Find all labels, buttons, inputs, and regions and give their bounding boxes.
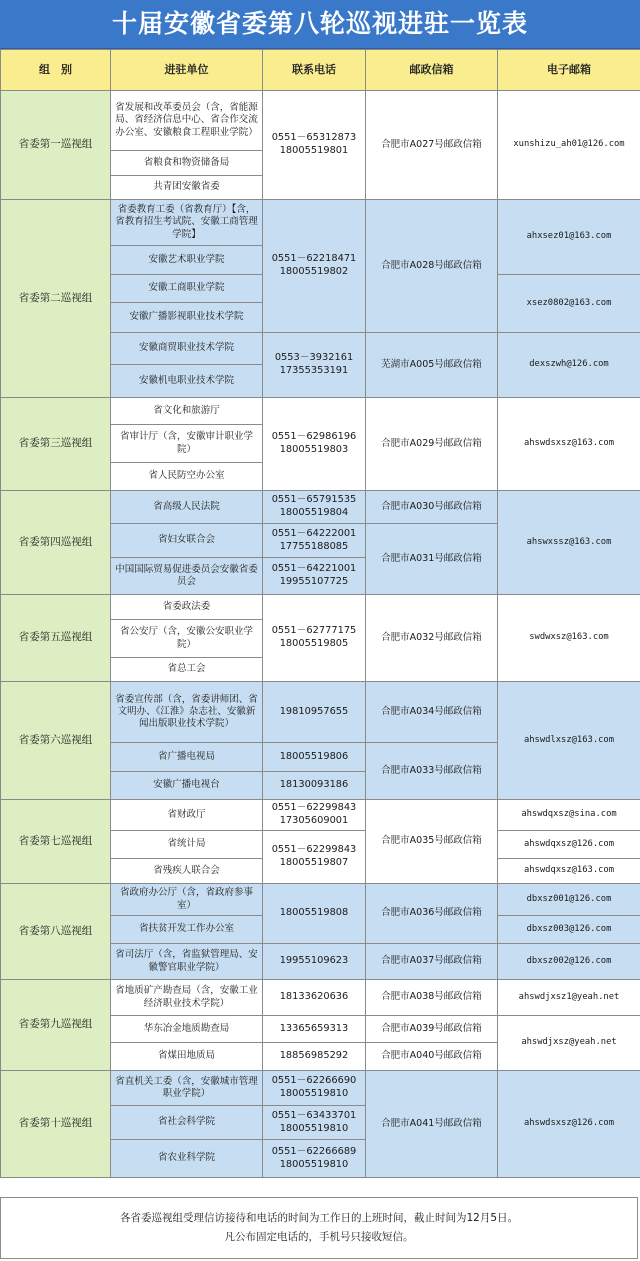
unit-cell: 省司法厅（含，省监狱管理局、安徽警官职业学院） bbox=[111, 944, 263, 980]
email-cell: ahswxssz@163.com bbox=[498, 491, 640, 595]
group-name: 省委第九巡视组 bbox=[1, 980, 111, 1071]
unit-cell: 省统计局 bbox=[111, 831, 263, 859]
unit-cell: 省人民防空办公室 bbox=[111, 463, 263, 491]
group-name: 省委第八巡视组 bbox=[1, 884, 111, 980]
unit-cell: 省委政法委 bbox=[111, 595, 263, 620]
table-row bbox=[1, 1071, 640, 1106]
postal-cell: 合肥市A032号邮政信箱 bbox=[366, 595, 498, 682]
unit-cell: 华东冶金地质勘查局 bbox=[111, 1016, 263, 1043]
unit-cell: 省委宣传部（含，省委讲师团、省文明办、《江淮》杂志社、安徽新闻出版职业技术学院） bbox=[111, 682, 263, 743]
phone-cell: 0551－65312873 18005519801 bbox=[263, 91, 366, 200]
phone-cell: 0551－62986196 18005519803 bbox=[263, 398, 366, 491]
header-phone: 联系电话 bbox=[263, 50, 366, 91]
table-row bbox=[1, 491, 640, 524]
phone-cell: 0551－65791535 18005519804 bbox=[263, 491, 366, 524]
postal-cell: 合肥市A034号邮政信箱 bbox=[366, 682, 498, 743]
group-name: 省委第三巡视组 bbox=[1, 398, 111, 491]
footer-line-1: 各省委巡视组受理信访接待和电话的时间为工作日的上班时间，截止时间为12月5日。 bbox=[119, 1212, 519, 1224]
unit-cell: 省发展和改革委员会（含，省能源局、省经济信息中心、省合作交流办公室、安徽粮食工程职业学院） bbox=[111, 91, 263, 151]
unit-cell: 安徽机电职业技术学院 bbox=[111, 365, 263, 398]
phone-cell: 0551－64222001 17755188085 bbox=[263, 524, 366, 558]
unit-cell: 省财政厅 bbox=[111, 800, 263, 831]
unit-cell: 安徽广播电视台 bbox=[111, 772, 263, 800]
unit-cell: 安徽艺术职业学院 bbox=[111, 246, 263, 275]
page-title: 十届安徽省委第八轮巡视进驻一览表 bbox=[0, 0, 640, 49]
unit-cell: 安徽广播影视职业技术学院 bbox=[111, 303, 263, 333]
email-cell: ahswdjxsz@yeah.net bbox=[498, 1016, 640, 1071]
unit-cell: 省扶贫开发工作办公室 bbox=[111, 916, 263, 944]
group-name: 省委第十巡视组 bbox=[1, 1071, 111, 1178]
postal-cell: 合肥市A038号邮政信箱 bbox=[366, 980, 498, 1016]
phone-cell: 0551－62777175 18005519805 bbox=[263, 595, 366, 682]
unit-cell: 安徽商贸职业技术学院 bbox=[111, 333, 263, 365]
unit-cell: 省直机关工委（含，安徽城市管理职业学院） bbox=[111, 1071, 263, 1106]
header-email: 电子邮箱 bbox=[498, 50, 640, 91]
unit-cell: 省地质矿产勘查局（含，安徽工业经济职业技术学院） bbox=[111, 980, 263, 1016]
email-cell: ahswdqxsz@163.com bbox=[498, 859, 640, 884]
email-cell: ahswdjxsz1@yeah.net bbox=[498, 980, 640, 1016]
unit-cell: 省妇女联合会 bbox=[111, 524, 263, 558]
unit-cell: 省粮食和物资储备局 bbox=[111, 151, 263, 176]
unit-cell: 省煤田地质局 bbox=[111, 1043, 263, 1071]
email-cell: ahswdqxsz@sina.com bbox=[498, 800, 640, 831]
email-cell: ahswdlxsz@163.com bbox=[498, 682, 640, 800]
phone-cell: 18133620636 bbox=[263, 980, 366, 1016]
phone-cell: 18005519806 bbox=[263, 743, 366, 772]
email-cell: dbxsz002@126.com bbox=[498, 944, 640, 980]
group-name: 省委第二巡视组 bbox=[1, 200, 111, 398]
unit-cell: 安徽工商职业学院 bbox=[111, 275, 263, 303]
postal-cell: 合肥市A031号邮政信箱 bbox=[366, 524, 498, 595]
postal-cell: 合肥市A033号邮政信箱 bbox=[366, 743, 498, 800]
unit-cell: 省公安厅（含，安徽公安职业学院） bbox=[111, 620, 263, 658]
unit-cell: 共青团安徽省委 bbox=[111, 176, 263, 200]
email-cell: xsez0802@163.com bbox=[498, 275, 640, 333]
postal-cell: 合肥市A041号邮政信箱 bbox=[366, 1071, 498, 1178]
phone-cell: 19955109623 bbox=[263, 944, 366, 980]
email-cell: swdwxsz@163.com bbox=[498, 595, 640, 682]
phone-cell: 0551－62266690 18005519810 bbox=[263, 1071, 366, 1106]
phone-cell: 0551－63433701 18005519810 bbox=[263, 1106, 366, 1140]
postal-cell: 合肥市A039号邮政信箱 bbox=[366, 1016, 498, 1043]
header-unit: 进驻单位 bbox=[111, 50, 263, 91]
inspection-table bbox=[0, 49, 640, 1178]
header-row bbox=[1, 50, 640, 91]
table-row bbox=[1, 884, 640, 916]
unit-cell: 省社会科学院 bbox=[111, 1106, 263, 1140]
email-cell: dbxsz003@126.com bbox=[498, 916, 640, 944]
table-row bbox=[1, 980, 640, 1016]
phone-cell: 18005519808 bbox=[263, 884, 366, 944]
postal-cell: 合肥市A029号邮政信箱 bbox=[366, 398, 498, 491]
unit-cell: 省总工会 bbox=[111, 658, 263, 682]
email-cell: ahxsez01@163.com bbox=[498, 200, 640, 275]
phone-cell: 0551－64221001 19955107725 bbox=[263, 558, 366, 595]
unit-cell: 省高级人民法院 bbox=[111, 491, 263, 524]
postal-cell: 合肥市A040号邮政信箱 bbox=[366, 1043, 498, 1071]
phone-cell: 18856985292 bbox=[263, 1043, 366, 1071]
unit-cell: 省文化和旅游厅 bbox=[111, 398, 263, 425]
phone-cell: 13365659313 bbox=[263, 1016, 366, 1043]
postal-cell: 合肥市A037号邮政信箱 bbox=[366, 944, 498, 980]
unit-cell: 省委教育工委（省教育厅）【含，省教育招生考试院、安徽工商管理学院】 bbox=[111, 200, 263, 246]
postal-cell: 合肥市A036号邮政信箱 bbox=[366, 884, 498, 944]
unit-cell: 省残疾人联合会 bbox=[111, 859, 263, 884]
unit-cell: 中国国际贸易促进委员会安徽省委员会 bbox=[111, 558, 263, 595]
group-name: 省委第一巡视组 bbox=[1, 91, 111, 200]
phone-cell: 18130093186 bbox=[263, 772, 366, 800]
postal-cell: 合肥市A035号邮政信箱 bbox=[366, 800, 498, 884]
phone-cell: 0551－62299843 18005519807 bbox=[263, 831, 366, 884]
postal-cell: 芜湖市A005号邮政信箱 bbox=[366, 333, 498, 398]
postal-cell: 合肥市A028号邮政信箱 bbox=[366, 200, 498, 333]
phone-cell: 0553－3932161 17355353191 bbox=[263, 333, 366, 398]
header-postal: 邮政信箱 bbox=[366, 50, 498, 91]
phone-cell: 0551－62218471 18005519802 bbox=[263, 200, 366, 333]
group-name: 省委第四巡视组 bbox=[1, 491, 111, 595]
group-name: 省委第七巡视组 bbox=[1, 800, 111, 884]
phone-cell: 19810957655 bbox=[263, 682, 366, 743]
table-row bbox=[1, 595, 640, 620]
table-row bbox=[1, 682, 640, 743]
phone-cell: 0551－62266689 18005519810 bbox=[263, 1140, 366, 1178]
postal-cell: 合肥市A027号邮政信箱 bbox=[366, 91, 498, 200]
email-cell: ahswdsxsz@163.com bbox=[498, 398, 640, 491]
phone-cell: 0551－62299843 17305609001 bbox=[263, 800, 366, 831]
table-row bbox=[1, 200, 640, 246]
table-row bbox=[1, 800, 640, 831]
email-cell: dexszwh@126.com bbox=[498, 333, 640, 398]
email-cell: ahswdqxsz@126.com bbox=[498, 831, 640, 859]
table-row bbox=[1, 91, 640, 151]
group-name: 省委第五巡视组 bbox=[1, 595, 111, 682]
header-group: 组 别 bbox=[1, 50, 111, 91]
footer-line-2: 凡公布固定电话的，手机号只接收短信。 bbox=[224, 1231, 414, 1243]
unit-cell: 省政府办公厅（含，省政府参事室） bbox=[111, 884, 263, 916]
unit-cell: 省农业科学院 bbox=[111, 1140, 263, 1178]
email-cell: dbxsz001@126.com bbox=[498, 884, 640, 916]
unit-cell: 省审计厅（含，安徽审计职业学院） bbox=[111, 425, 263, 463]
table-row bbox=[1, 398, 640, 425]
email-cell: xunshizu_ah01@126.com bbox=[498, 91, 640, 200]
footer-note bbox=[0, 1197, 638, 1259]
email-cell: ahswdsxsz@126.com bbox=[498, 1071, 640, 1178]
group-name: 省委第六巡视组 bbox=[1, 682, 111, 800]
unit-cell: 省广播电视局 bbox=[111, 743, 263, 772]
postal-cell: 合肥市A030号邮政信箱 bbox=[366, 491, 498, 524]
